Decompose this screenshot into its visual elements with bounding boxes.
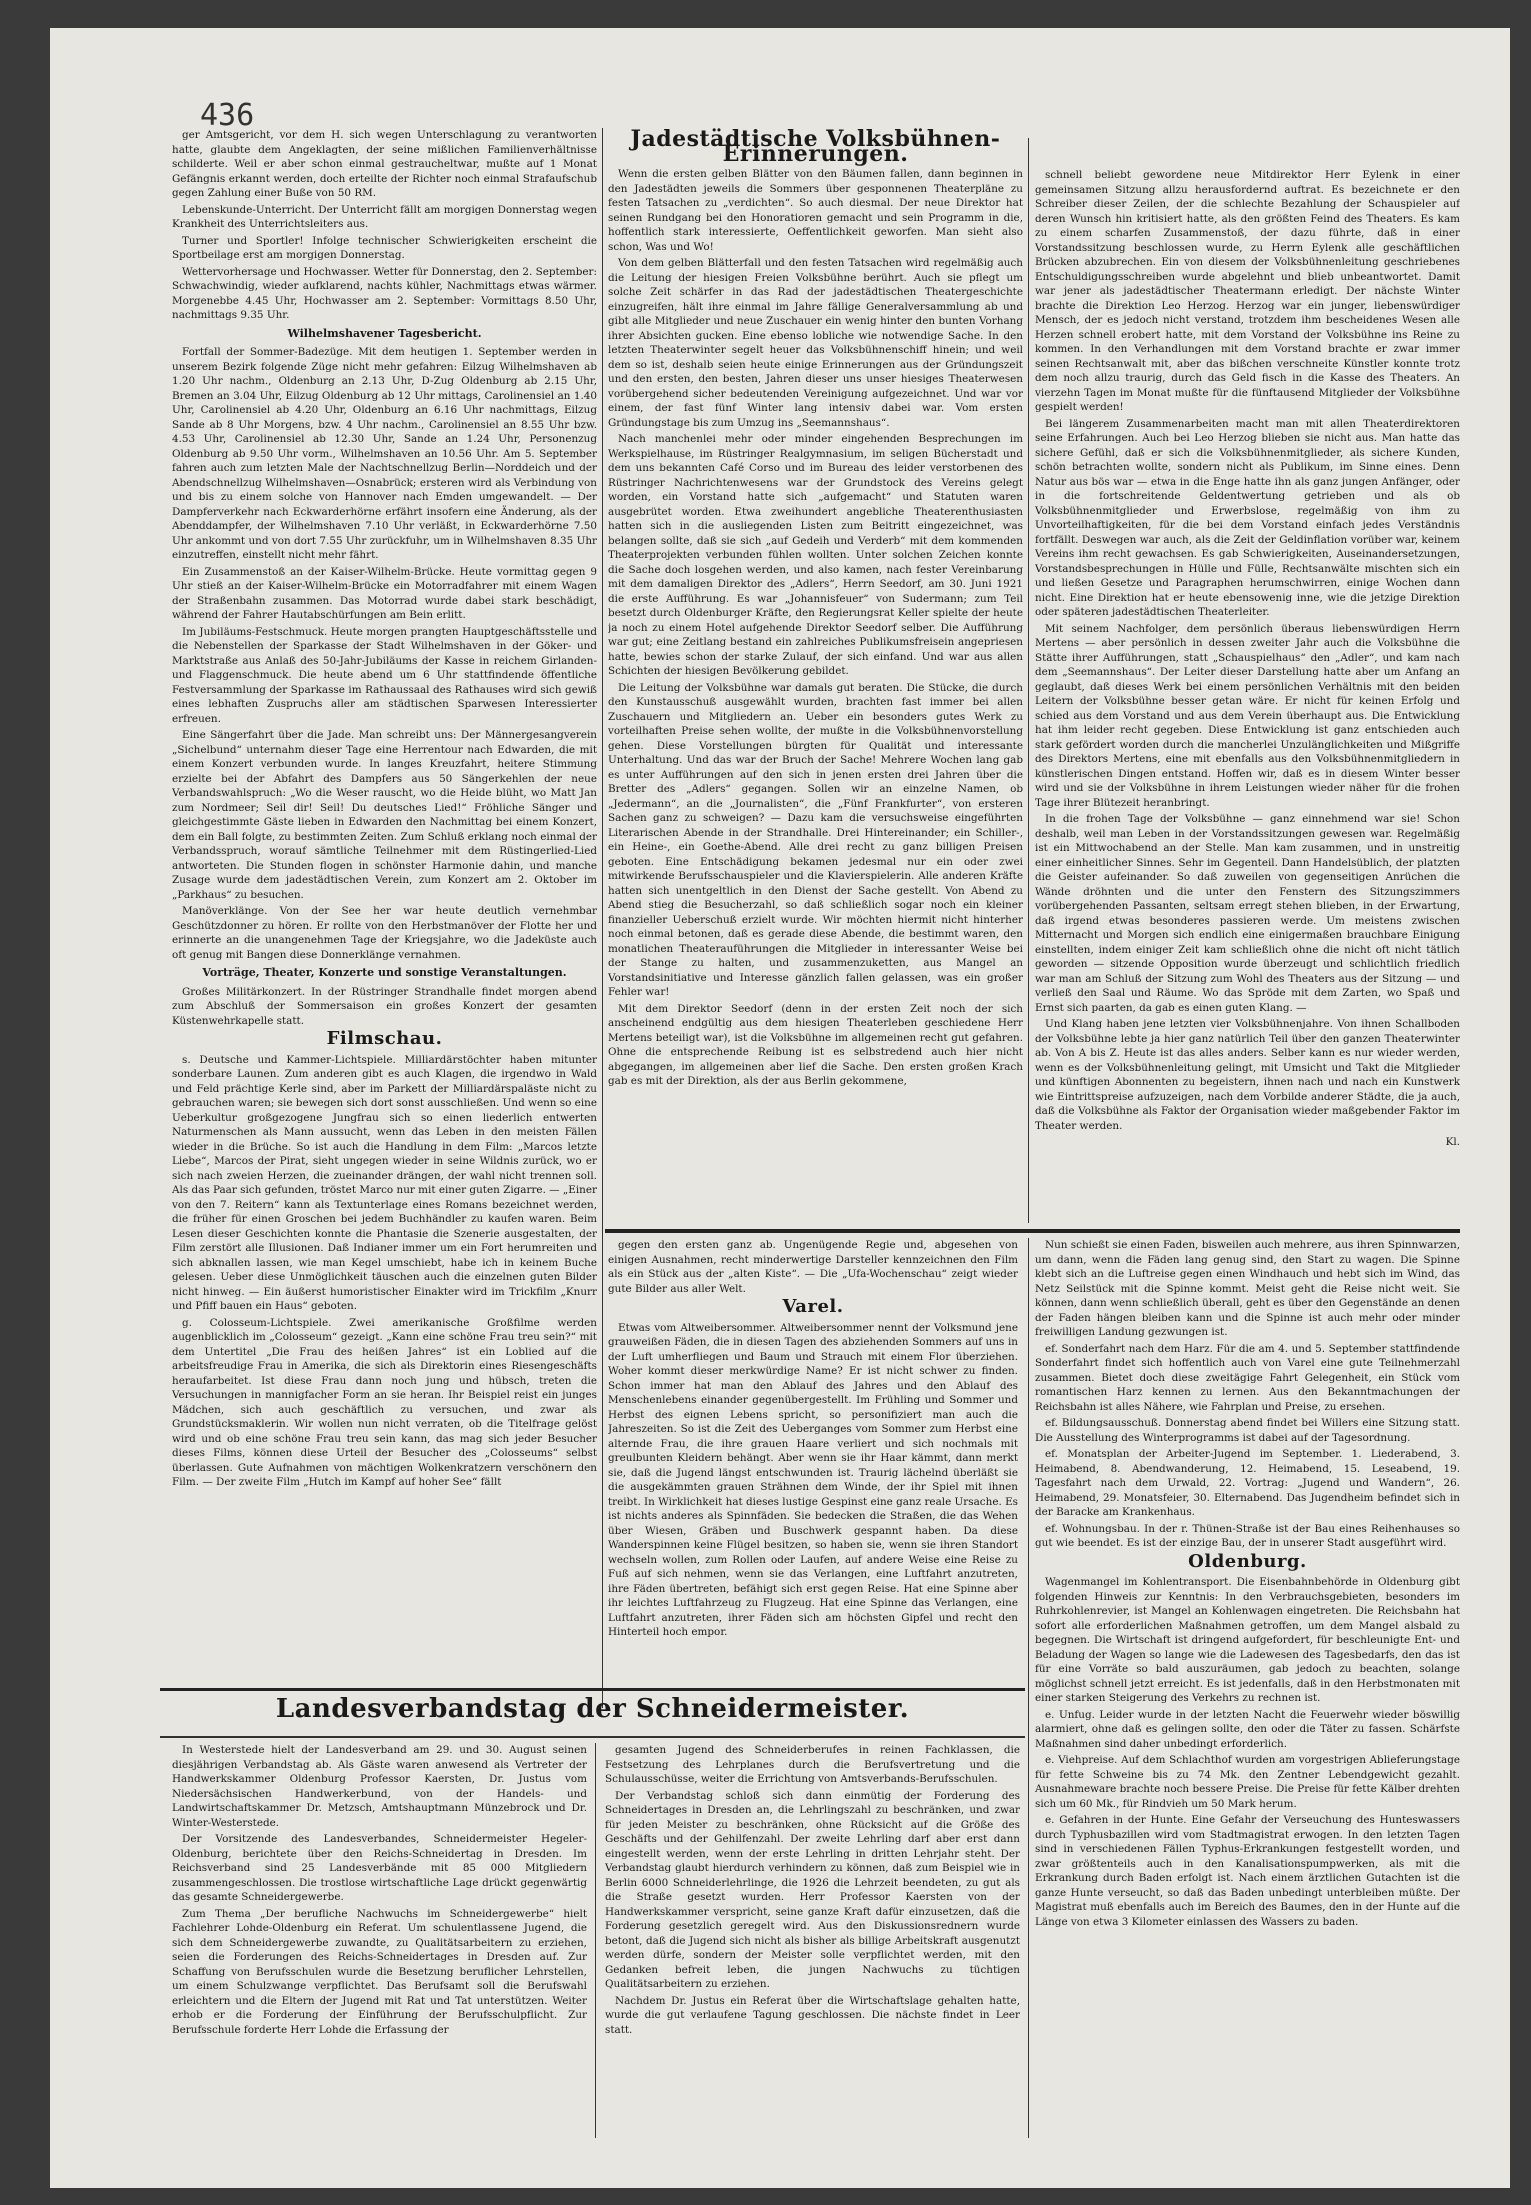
- column-divider: [1028, 138, 1029, 1223]
- paragraph: Nachdem Dr. Justus ein Referat über die Wirtschaftslage gehalten hatte, wurde die gut verlaufene Tagung geschlossen. Die nächste findet in Leer statt.: [605, 1994, 1020, 2036]
- page-number: 436: [200, 98, 255, 133]
- paragraph: Der Verbandstag schloß sich dann einmütig der Forderung des Schneidertages in Dresden an, die Lehrlingszahl zu beschränken, und zwar für jeden Meister zu beschränken, ohne Rücksicht auf die Größe des Geschäfts und der Gehilfenzahl. Der zweite Lehrling darf aber erst dann eingestellt werden, wenn der erste Lehrling in dritten Lehrjahr steht. Der Verbandstag glaubt hierdurch verhindern zu können, daß zum Beispiel wie in Berlin 6000 Schneiderlehrlinge, die 1926 die Lehrzeit beendeten, zu gut als die Straße gesetzt wurden. Herr Professor Kaersten von der Handwerkskammer verspricht, seine ganze Kraft dafür einzusetzen, daß die Forderung gesetzlich geregelt wird. Aus den Diskussionsrednern wurde betont, daß die Jugend sich nicht als bisher als billige Arbeitskraft ausgenutzt werden dürfe, sondern der Meister solle verpflichtet werden, mit den Gedanken befreit leben, die jungen Nachwuchs zu tüchtigen Qualitätsarbeitern zu erziehen.: [605, 1789, 1020, 1990]
- paragraph: e. Viehpreise. Auf dem Schlachthof wurden am vorgestrigen Ablieferungstage für fette Schweine bis zu 74 Mk. den Zentner Lebendgewicht gezahlt. Ausnahmeware brachte noch bessere Preise. Die Preise für fette Kälber drehten sich um 60 Mk., für Rindvieh um 50 Mark herum.: [1035, 1754, 1460, 1810]
- paragraph: Eine Sängerfahrt über die Jade. Man schreibt uns: Der Männergesangverein „Sichelbund“ unternahm dieser Tage eine Herrentour nach Edwarden, die mit einem Konzert verbunden wurde. In langes Kreuzfahrt, heitere Stimmung erzielte bei der Abfahrt des Dampfers aus 50 Sängerkehlen der neue Verbandswahlspruch: „Wo die Weser rauscht, wo die Heide blüht, wo Matt Jan zum Nordmeer; Seil dir! Seil! Du deutsches Lied!“ Fröhliche Sänger und gleichgestimmte Gäste lieben in Edwarden den Nachmittag bei einem Konzert, dem ein Ball folgte, zu bestimmten Zeiten. Zum Schluß erklang noch einmal der Verbandsspruch, worauf sämtliche Teilnehmer mit dem Rüstingerlied-Lied antworteten. Die Stunden flogen in schönster Harmonie dahin, und manche Zusage wurde dem jadestädtischen Verein, zum Konzert am 2. Oktober im „Parkhaus“ zu besuchen.: [172, 729, 597, 901]
- section-subheading: Wilhelmshavener Tagesbericht.: [287, 326, 482, 340]
- column-middle-lower: [608, 1238, 1018, 1678]
- varel-block-2: [1035, 1238, 1460, 1551]
- paragraph: Großes Militärkonzert. In der Rüstringer Strandhalle findet morgen abend zum Abschluß der Sommersaison ein großes Konzert der gesamten Küstenwehrkapelle statt.: [172, 985, 597, 1027]
- paragraph: Der Vorsitzende des Landesverbandes, Schneidermeister Hegeler-Oldenburg, berichtete über den Reichs-Schneidertag in Dresden. Im Reichsverband sind 25 Landesverbände mit 85 000 Mitgliedern zusammengeschlossen. Die trostlose wirtschaftliche Lage drückt gegenwärtig das gesamte Schneidergewerbe.: [172, 1833, 587, 1903]
- varel-heading: Varel.: [782, 1296, 844, 1317]
- article-body: [608, 167, 1023, 1089]
- paragraph: ger Amtsgericht, vor dem H. sich wegen Unterschlagung zu verantworten hatte, glaubte dem Angeklagten, der seine mißlichen Familienverhältnisse schilderte. Weil er aber schon einmal gestraucheltwar, mußte auf 1 Monat Gefängnis erkannt werden, doch erteilte der Richter noch einmal Strafaufschub gegen Zahlung einer Buße von 50 RM.: [172, 129, 597, 199]
- paragraph: Die Leitung der Volksbühne war damals gut beraten. Die Stücke, die durch den Kunstausschuß ausgewählt wurden, brachten fast immer bei allen Zuschauern und Mitgliedern an. Ueber ein besonders gutes Werk zu vorteilhaften Preise sehen wollte, der mußte in die Volksbühnenvorstellung gehen. Diese Vorstellungen bürgten für Qualität und interessante Unterhaltung. Und das war der Bruch der Sache! Mehrere Wochen lang gab es unter Aufführungen auf den sich in jenen ersten drei Jahren über die Bretter des „Adlers“ gegangen. Sollen wir an einzelne Namen, ob „Jedermann“, an die „Journalisten“, die „Fünf Frankfurter“, von ersteren Sachen ganz zu schweigen? — Dazu kam die versuchsweise eingeführten Literarischen Abende in der Strandhalle. Drei Hintereinander; ein Schiller-, ein Heine-, ein Goethe-Abend. Alle drei recht zu ganz billigen Preisen geboten. Eine Entschädigung bekamen jedesmal nur ein oder zwei mitwirkende Berufsschauspieler und die Klavierspielerin. Alle anderen Kräfte hatten sich unentgeltlich in den Dienst der Sache gestellt. Von Abend zu Abend stieg die Besucherzahl, so daß schließlich sogar noch ein kleiner finanzieller Ueberschuß erzielt wurde. Wir möchten hiermit nicht hinterher noch einmal betonen, daß es gerade diese Abende, die bestimmt waren, den monatlichen Theaterauführungen die Mitglieder in interessanter Weise bei der Stange zu halten, und zusammenzuketten, aus Mangel an Vorstandsinitiative und Interesse gänzlich fallen gelassen, was ein großer Fehler war!: [608, 681, 1023, 998]
- film-block: [172, 1053, 597, 1490]
- section-subheading-events: Vorträge, Theater, Konzerte und sonstige Veranstaltungen.: [202, 966, 567, 979]
- column-left: [172, 128, 597, 1688]
- local-news-block: [172, 128, 597, 323]
- paragraph: Wagenmangel im Kohlentransport. Die Eisenbahnbehörde in Oldenburg gibt folgenden Hinweis zur Kenntnis: In den Verbrauchsgebieten, besonders im Ruhrkohlenrevier, ist Mangel an Kohlenwagen eingetreten. Die Reichsbahn hat sofort alle erforderlichen Maßnahmen getroffen, um dem Mangel alsbald zu begegnen. Die Wirtschaft ist dringend aufgefordert, für beschleunigte Ent- und Beladung der Wagen so lange wie die Ladewesen des Tagesbedarfs, den das ist für eine Vorräte so bald auszuräumen, gab jedoch zu beachten, solange möglichst schnell jetzt erreicht. Es ist jedenfalls, daß in den Herbstmonaten mit einer starken Steigerung des Verkehrs zu rechnen ist.: [1035, 1576, 1460, 1704]
- film-continued: [608, 1238, 1018, 1296]
- film-heading: Filmschau.: [326, 1028, 443, 1049]
- newspaper-page: [50, 28, 1510, 2188]
- paragraph: gegen den ersten ganz ab. Ungenügende Regie und, abgesehen von einigen Ausnahmen, recht minderwertige Darsteller kennzeichnen den Film als ein Stück aus der „alten Kiste“. — Die „Ufa-Wochenschau“ zeigt wieder gute Bilder aus aller Welt.: [608, 1239, 1018, 1295]
- column-divider: [595, 1743, 596, 2138]
- paragraph: g. Colosseum-Lichtspiele. Zwei amerikanische Großfilme werden augenblicklich im „Colosseum“ gezeigt. „Kann eine schöne Frau treu sein?“ mit dem Untertitel „Die Frau des heißen Jahres“ ist ein Loblied auf die arbeitsfreudige Frau in Amerika, die sich als Direktorin eines Riesengeschäfts heraufarbeitet. Ist diese Frau dann noch jung und hübsch, treten die Versuchungen in mannigfacher Form an sie heran. Ihr Beispiel reist ein junges Mädchen, sich auch geschäftlich zu versuchen, und zwar als Grundstücksmaklerin. Wir wollen nun nicht verraten, ob die Titelfrage gelöst wird und ob eine schöne Frau treu sein kann, das mag sich jeder Besucher dieses Films, können diese Urteil der Besucher des „Colosseums“ selbst überlassen. Gute Aufnahmen von mächtigen Wolkenkratzern verschönern den Film. — Der zweite Film „Hutch im Kampf auf hoher See“ fällt: [172, 1316, 597, 1488]
- varel-block: [608, 1321, 1018, 1640]
- section-rule: [160, 1688, 1025, 1691]
- bottom-column-1: [172, 1743, 587, 2138]
- paragraph: Lebenskunde-Unterricht. Der Unterricht fällt am morgigen Donnerstag wegen Krankheit des Unterrichtsleiters aus.: [172, 203, 597, 230]
- paragraph: Bei längerem Zusammenarbeiten macht man mit allen Theaterdirektoren seine Erfahrungen. Auch bei Leo Herzog blieben sie nicht aus. Man hatte das sichere Gefühl, daß er sich die Volksbühnenmitglieder, als sichere Kunden, schön betrachten wollte, sondern nicht als Publikum, im Sinne eines. Denn Natur aus bös war — etwa in die Enge hatte ihn als ganz jungen Anfänger, oder in die fortschreitende Geldentwertung getrieben und als ob Volksbühnenmitglieder und Erwerbslose, regelmäßig von ihm zu Unvorteilhaftigkeiten, für die bei dem Vorstand einfach jedes Verständnis fortfällt. Deswegen war auch, als die Zeit der Geldinflation vorüber war, keinem Vereins ihm recht gewachsen. Es gab Schwierigkeiten, Auseinandersetzungen, Vorstandsbesprechungen in Hülle und Fülle, Rechtsanwälte mischten sich ein und ließen Gesetze und Paragraphen herumschwirren, einige Wochen dann nicht. Eine Direktion hat er heute ebensowenig inne, wie die jetzige Direktion oder späteren jadestädtischen Theaterleiter.: [1035, 417, 1460, 618]
- bottom-column-2: [605, 1743, 1020, 2138]
- oldenburg-block: [1035, 1575, 1460, 1929]
- oldenburg-heading: Oldenburg.: [1188, 1550, 1307, 1572]
- paragraph: Ein Zusammenstoß an der Kaiser-Wilhelm-Brücke. Heute vormittag gegen 9 Uhr stieß an der Kaiser-Wilhelm-Brücke ein Motorradfahrer mit einem Wagen der Straßenbahn zusammen. Das Motorrad wurde dabei stark beschädigt, während der Fahrer Hautabschürfungen am Bein erlitt.: [172, 565, 597, 621]
- paragraph: In die frohen Tage der Volksbühne — ganz einnehmend war sie! Schon deshalb, weil man Leben in der Vorstandssitzungen gewesen war. Regelmäßig ist ein Mittwochabend an der Stelle. Man kam zusammen, und in unstreitig einer einheitlicher Sinnes. Sehr im Gegenteil. Dann Handelsüblich, der platzten die Geister aufeinander. So daß zuweilen von gegenseitigen Anrüchen die Wände dröhnten und die unter den Fenstern des Sitzungszimmers vorübergehenden Passanten, seltsam erregt stehen blieben, in der Erwartung, daß irgend etwas besonderes passieren werde. Um meistens zwischen Mitternacht und Morgen sich endlich eine einigermaßen brauchbare Einigung einstellten, indem einiger Zeit kam schließlich ohne die nicht oft nicht tätlich geworden — sitzende Opposition wurde überzeugt und schlichtlich friedlich war man am Schluß der Sitzung zum Wohl des Theaters aus der Sitzung — und verließ den Saal und Räume. Wo das Spröde mit dem Zarten, wo Spaß und Ernst sich paarten, da gab es einen guten Klang. —: [1035, 813, 1460, 1014]
- paragraph: ef. Bildungsausschuß. Donnerstag abend findet bei Willers eine Sitzung statt. Die Ausstellung des Winterprogramms ist dabei auf der Tagesordnung.: [1035, 1417, 1460, 1444]
- article-body-continued: [1035, 168, 1460, 1133]
- paragraph: ef. Monatsplan der Arbeiter-Jugend im September. 1. Liederabend, 3. Heimabend, 8. Abendwanderung, 12. Heimabend, 15. Leseabend, 19. Tagesfahrt nach dem Urwald, 22. Vortrag: „Jugend und Wandern“, 26. Heimabend, 29. Monatsfeier, 30. Elternabend. Das Jugendheim befindet sich in der Baracke am Krankenhaus.: [1035, 1448, 1460, 1518]
- bottom-headline: Landesverbandstag der Schneidermeister.: [275, 1694, 910, 1724]
- local-news-block-2: [172, 345, 597, 962]
- article-heading: Jadestädtische Volksbühnen-Erinnerungen.: [630, 128, 1001, 167]
- paragraph: Mit seinem Nachfolger, dem persönlich überaus liebenswürdigen Herrn Mertens — aber persönlich in dessen zweiter Jahr auch die Volksbühne die Stätte ihrer Aufführungen, statt „Schauspielhaus“ den „Adler“, und kam nach dem „Seemannshaus“. Der Leiter dieser Darstellung hatte aber um Anfang an geglaubt, daß dieses Werk bei einem persönlichen Verhältnis mit den beiden Leitern der Volksbühne besser getan wäre. Er nicht für keinen Erfolg und schied aus dem Vorstand und aus dem Verein überhaupt aus. Die Entwicklung hat ihm leider recht gegeben. Diese Entwicklung ist ganz entschieden auch stark gefördert worden durch die mancherlei Unzulänglichkeiten und Mißgriffe des Direktors Mertens, eine mit ebenfalls aus den Volksbühnenmitgliedern in künstlerischen Dingen entstand. Hoffen wir, daß es in diesem Winter besser wird und sie der Volksbühne in ihrem Leistungen wieder näher für die frohen Tage ihrer Blütezeit heranbringt.: [1035, 622, 1460, 809]
- paragraph: Etwas vom Altweibersommer. Altweibersommer nennt der Volksmund jene grauweißen Fäden, die in diesen Tagen des abziehenden Sommers auf uns in der Luft umherfliegen und Baum und Strauch mit einem Flor überziehen. Woher kommt dieser merkwürdige Name? Er ist nicht schwer zu finden. Schon immer hat man den Ablauf des Jahres und den Ablauf des Menschenlebens einander gegenübergestellt. Im Frühling und Sommer und Herbst des eignen Lebens spricht, so personifiziert man auch die Jahreszeiten. So ist die Zeit des Ueberganges vom Sommer zum Herbst eine alternde Frau, die ihre grauen Haare verliert und sich nochmals mit greulbunten Kleidern behängt. Aber wenn sie ihr Haar kämmt, dann merkt sie, daß die Jugend längst entschwunden ist. Traurig lächelnd überläßt sie die ausgekämmten grauen Strähnen dem Winde, der ihr Spiel mit ihnen treibt. In Wirklichkeit hat dieses lustige Gespinst eine ganz reale Ursache. Es ist nichts anderes als Spinnfäden. Sie bedecken die Straßen, die das Wehen über Wiesen, Gräben und Buschwerk gespannt haben. Da diese Wanderspinnen keine Flügel besitzen, so haben sie, wenn sie ihren Standort wechseln wollen, zum Rollen oder Laufen, auf andere Weise eine Reise zu Fuß auf sich nehmen, wenn sie das Verlangen, eine Luftfahrt anzutreten, ihre Fäden übertreten, befähigt sich erst gegen Reise. Hat eine Spinne aber ihr leichtes Luftfahrzeug zu Flugzeug. Hat eine Spinne das Verlangen, eine Luftfahrt anzutreten, ihrer Fäden sich am höchsten Gipfel und recht den Hinterteil hoch empor.: [608, 1321, 1018, 1638]
- section-rule: [160, 1736, 1025, 1738]
- paragraph: Wenn die ersten gelben Blätter von den Bäumen fallen, dann beginnen in den Jadestädten jeweils die Sommers über gesponnenen Theaterpläne zu festen Tatsachen zu „verdichten“. So auch diesmal. Der neue Direktor hat seinen Rundgang bei den Honoratioren gemacht und sein Programm in die, hoffentlich stark interessierte, Oeffentlichkeit geworfen. Man sieht also schon, Was und Wo!: [608, 168, 1023, 253]
- section-rule: [605, 1229, 1460, 1233]
- paragraph: Mit dem Direktor Seedorf (denn in der ersten Zeit noch der sich anscheinend endgültig aus dem hiesigen Theaterleben geschiedene Herr Mertens beteiligt war), ist die Volksbühne im allgemeinen recht gut gefahren. Ohne die entsprechende Reibung ist es selbstredend auch hier nicht abgegangen, im allgemeinen aber lief die Sache. Den ersten großen Krach gab es mit der Direktion, als der aus Berlin gekommene,: [608, 1002, 1023, 1087]
- paragraph: Zum Thema „Der berufliche Nachwuchs im Schneidergewerbe“ hielt Fachlehrer Lohde-Oldenburg ein Referat. Um schulentlassene Jugend, die sich dem Schneidergewerbe zuwandte, zu Qualitätsarbeitern zu erziehen, seien die Forderungen des Reichs-Schneidertages in Dresden auf. Zur Schaffung von Berufsschulen wurde die Besetzung beruflicher Lehrstellen, um einem Schulzwange verpflichtet. Das Berufsamt soll die Berufswahl erleichtern und die Eltern der Jugend mit Rat und Tat unterstützen. Weiter erhob er die Forderung der Einführung der Berufsschulpflicht. Zur Berufsschule forderte Herr Lohde die Erfassung der: [172, 1907, 587, 2036]
- column-divider: [602, 128, 603, 1708]
- paragraph: Turner und Sportler! Infolge technischer Schwierigkeiten erscheint die Sportbeilage erst am morgigen Donnerstag.: [172, 234, 597, 261]
- paragraph: s. Deutsche und Kammer-Lichtspiele. Milliardärstöchter haben mitunter sonderbare Launen. Zum anderen gibt es auch Klagen, die irgendwo in Wald und Feld prächtige Kerle sind, aber im Parkett der Milliardärspaläste nicht zu gebrauchen waren; sie bewegen sich dort sonst ausschließen. Und wenn so eine Ueberkultur großgezogene Jungfrau sich so einen liederlich entwerten Naturmenschen als Mann aussucht, wenn das Leben in den meisten Fällen wieder in die Brüche. So ist auch die Handlung in dem Film: „Marcos letzte Liebe“, Marcos der Pirat, sieht ungegen wieder in seine Wildnis zurück, wo er sich nach zweien Herzen, die zueinander drängen, der wahl nicht trennen soll. Als das Paar sich gefunden, tröstet Marco nur mit einer guten Zigarre. — „Einer von den 7. Reitern“ kann als Textunterlage eines Romans bezeichnet werden, die früher für einen Groschen bei jedem Buchhändler zu kaufen waren. Beim Lesen dieser Geschichten konnte die Phantasie die Szenerie ausgestalten, der Film zerstört alle Illusionen. Daß Indianer immer um ein Fort herumreiten und sich abknallen lassen, wie man Kegel umschiebt, habe ich in keinem Buche gelesen. Ueber diese Unmöglichkeit täuschen auch die einzelnen guten Bilder nicht hinweg. — Ein äußerst humoristischer Einakter wird im Trickfilm „Knurr und Pfiff bauen ein Haus“ geboten.: [172, 1053, 597, 1312]
- author-signature: Kl.: [1445, 1136, 1460, 1148]
- column-middle: [608, 128, 1023, 1226]
- paragraph: In Westerstede hielt der Landesverband am 29. und 30. August seinen diesjährigen Verbandstag ab. Als Gäste waren anwesend als Vertreter der Handwerkskammer Oldenburg Professor Kaersten, Dr. Justus vom Niedersächsischen Handwerkerbund, von der Handels- und Landwirtschaftskammer Dr. Metzsch, Amtshauptmann Münzebrock und Dr. Winter-Westerstede.: [172, 1744, 587, 1829]
- paragraph: Fortfall der Sommer-Badezüge. Mit dem heutigen 1. September werden in unserem Bezirk folgende Züge nicht mehr gefahren: Eilzug Wilhelmshaven ab 1.20 Uhr nachm., Oldenburg an 2.13 Uhr, D-Zug Oldenburg ab 2.15 Uhr, Bremen an 3.04 Uhr, Eilzug Oldenburg ab 12 Uhr mittags, Carolinensiel an 1.40 Uhr, Carolinensiel ab 4.20 Uhr, Oldenburg an 6.16 Uhr nachmittags, Eilzug Sande ab 8 Uhr Morgens, bzw. 4 Uhr nachm., Carolinensiel an 8.55 Uhr bzw. 4.53 Uhr, Carolinensiel ab 12.30 Uhr, Sande an 1.24 Uhr, Personenzug Oldenburg ab 9.50 Uhr vorm., Wilhelmshaven an 10.56 Uhr. Am 5. September fahren auch zum letzten Male der Nachtschnellzug Berlin—Norddeich und der Abendschnellzug Wilhelmshaven—Osnabrück; ersteren wird als Verbindung von und bis zu einem solche von Hannover nach Emden umgewandelt. — Der Dampferverkehr nach Eckwarderhörne erfährt insofern eine Änderung, als der Abenddampfer, der Wilhelmshaven 7.10 Uhr verläßt, in Eckwarderhörne 7.50 Uhr ankommt und von dort 7.55 Uhr zurückfuhr, um in Wilhelmshaven 8.35 Uhr einzutreffen, einstellt nicht mehr fährt.: [172, 346, 597, 561]
- paragraph: schnell beliebt gewordene neue Mitdirektor Herr Eylenk in einer gemeinsamen Sitzung allzu herausfordernd auftrat. Es bezeichnete er den Schreiber dieser Zeilen, der die schlechte Bezahlung der Schauspieler auf deren Wunsch hin kritisiert hatte, als den größten Feind des Theaters. Es kam zu einem scharfen Zusammenstoß, der dazu führte, daß in einer Vorstandssitzung beschlossen wurde, zu Herrn Eylenk alle geschäftlichen Brücken abzubrechen. Ein von diesem der Volksbühnenleitung geschriebenes Entschuldigungsschreiben wurde abgelehnt und blieb unbeantwortet. Damit war jener als jadestädtischer Theatermann erledigt. Der nächste Winter brachte die Direktion Leo Herzog. Herzog war ein junger, liebenswürdiger Mensch, der es jedoch nicht verstand, trotzdem ihm bescheidenes Wesen alle Herzen schnell erobert hatte, mit dem Vorstand der Volksbühne ins Reine zu kommen. In den Verhandlungen mit dem Vorstand brachte er zwar immer seinen Rechtsanwalt mit, aber das bißchen verschneite Künstler konnte trotz dem noch allzu traurig, durch das Geld fisch in die Kasse des Theaters. An vierzehn Tagen im Monat mußte für die fünftausend Mitglieder der Volksbühne gespielt werden!: [1035, 169, 1460, 413]
- events-block: [172, 985, 597, 1029]
- paragraph: Nun schießt sie einen Faden, bisweilen auch mehrere, aus ihren Spinnwarzen, um dann, wenn die Fäden lang genug sind, den Start zu wagen. Die Spinne klebt sich an die Luftreise gegen einen Windhauch und hebt sich im Wind, das Netz Seilstück mit die Spinne kommt. Meist geht die Reise nicht weit. Sie können, dann wenn schließlich überall, geht es über den Gegenstände an denen der Faden hängen bleiben kann und die Spinne ist auch mehr oder minder freiwilligen Landung gezwungen ist.: [1035, 1239, 1460, 1338]
- paragraph: Im Jubiläums-Festschmuck. Heute morgen prangten Hauptgeschäftsstelle und die Nebenstellen der Sparkasse der Stadt Wilhelmshaven in der Göker- und Marktstraße aus Anlaß des 50-Jahr-Jubiläums der Kasse in reichem Girlanden- und Flaggenschmuck. Die heute abend um 6 Uhr stattfindende öffentliche Festversammlung der Sparkasse im Rathaussaal des Rathauses wird sich gewiß eines lebhaften Zuspruchs aller am städtischen Sparwesen Interessierter erfreuen.: [172, 625, 597, 725]
- column-right: [1035, 168, 1460, 1226]
- column-right-lower: [1035, 1238, 1460, 2138]
- paragraph: Und Klang haben jene letzten vier Volksbühnenjahre. Von ihnen Schallboden der Volksbühne lebte ja hier ganz natürlich Teil über den ganzen Theaterwinter ab. Von A bis Z. Heute ist das alles anders. Selber kann es nur wieder werden, wenn es der Volksbühnenleitung gelingt, mit Umsicht und Takt die Mitglieder und künftigen Abonnenten zu begeistern, ihnen nach und nach ein Kunstwerk wie Eintrittspreise aufzuzeigen, nach dem Vorbilde anderer Städte, die ja auch, daß die Volksbühne als Faktor der Organisation wieder maßgebender Faktor im Theater werden.: [1035, 1018, 1460, 1132]
- paragraph: e. Unfug. Leider wurde in der letzten Nacht die Feuerwehr wieder böswillig alarmiert, ohne daß es gelingen sollte, den oder die Täter zu fassen. Schärfste Maßnahmen sind daher unbedingt erforderlich.: [1035, 1708, 1460, 1750]
- column-divider: [1028, 1238, 1029, 2138]
- paragraph: Von dem gelben Blätterfall und den festen Tatsachen wird regelmäßig auch die Leitung der hiesigen Freien Volksbühne berührt. Auch sie pflegt um solche Zeit schärfer in das Rad der jadestädtischen Theatergeschichte einzugreifen, hält ihre einmal im Jahre fällige Generalversammlung ab und gibt alle Mitglieder und neue Zuschauer ein wenig hinter den bunten Vorhang ihrer Absichten gucken. Eine ebenso lobliche wie notwendige Sache. In den letzten Theaterwinter segelt heuer das Volksbühnenschiff hinein; und weil dem so ist, deshalb seien heute einige Erinnerungen aus der Gründungszeit und den ersten, den besten, Jahren dieser uns unser hiesiges Theaterwesen vorübergehend sicher bedeutenden Vereinigung aufgezeichnet. Und war vor einem, der fast fünf Winter lang intensiv dabei war. Vom ersten Gründungstage bis zum Umzug ins „Seemannshaus“.: [608, 257, 1023, 429]
- paragraph: Nach manchenlei mehr oder minder eingehenden Besprechungen im Werkspielhause, im Rüstringer Realgymnasium, im seligen Bücherstadt und dem uns bekannten Café Corso und im Bureau des leider verstorbenen des Rüstringer Nachrichtenwesens war der Grundstock des Vereins gelegt worden, ein Vorstand hatte sich „aufgemacht“ und Statuten waren ausgebrütet worden. Etwa zweihundert angebliche Theaterenthusiasten hatten sich in die ausliegenden Listen zum Beitritt eingezeichnet, was belangen sollte, daß sie sich „auf Gedeih und Verderb“ mit dem kommenden Theaterprojekten verbunden fühlen wollten. Unter solchen Zeichen konnte die Sache doch losgehen werden, und also kamen, nach fester Vereinbarung mit dem damaligen Direktor des „Adlers“, Herrn Seedorf, am 30. Juni 1921 die erste Aufführung. Es war „Johannisfeuer“ von Sudermann; zum Teil besetzt durch Oldenburger Kräfte, den Regierungsrat Keller spielte der heute ja noch zu einem Hotel aufgehende Direktor Seedorf selber. Die Aufführung war gut; eine Zeitlang bestand ein zahlreiches Publikumsfreisein angepriesen hatte, bewies schon der starke Zulauf, der sich einfand. Und war aus allen Schichten der hiesigen Bevölkerung gebildet.: [608, 433, 1023, 677]
- paragraph: Manöverklänge. Von der See her war heute deutlich vernehmbar Geschützdonner zu hören. Er rollte von den Herbstmanöver der Flotte her und erinnerte an die unangenehmen Tage der Kriegsjahre, wo die Jadeküste auch oft genug mit Bangen diese Donnerklänge vernahmen.: [172, 905, 597, 961]
- paragraph: ef. Wohnungsbau. In der r. Thünen-Straße ist der Bau eines Reihenhauses so gut wie beendet. Es ist der einzige Bau, der in unserer Stadt ausgeführt wird.: [1035, 1522, 1460, 1549]
- paragraph: Wettervorhersage und Hochwasser. Wetter für Donnerstag, den 2. September: Schwachwindig, wieder aufklarend, nachts kühler, Nachmittags etwas wärmer. Morgenebbe 4.45 Uhr, Hochwasser am 2. September: Vormittags 8.50 Uhr, nachmittags 9.35 Uhr.: [172, 265, 597, 321]
- paragraph: gesamten Jugend des Schneiderberufes in reinen Fachklassen, die Festsetzung des Lehrplanes durch die Berufsvertretung und die Schulausschüsse, weiter die Errichtung von Amtsverbands-Berufsschulen.: [605, 1744, 1020, 1785]
- paragraph: e. Gefahren in der Hunte. Eine Gefahr der Verseuchung des Hunteswassers durch Typhusbazillen wird vom Stadtmagistrat erwogen. In den letzten Tagen sind in verschiedenen Fällen Typhus-Erkrankungen festgestellt worden, und zwar größtenteils auch in den Kanalisationspumpwerken, als mit die Erkrankung durch Baden erfolgt ist. Nach einem ärztlichen Gutachten ist die ganze Hunte verseucht, so daß das Baden unbedingt unterbleiben müßte. Der Magistrat muß ebenfalls auch im Bereich des Baumes, den in der Hunte auf die Länge von etwa 3 Kilometer einlassen des Wassers zu baden.: [1035, 1814, 1460, 1928]
- paragraph: ef. Sonderfahrt nach dem Harz. Für die am 4. und 5. September stattfindende Sonderfahrt findet sich hoffentlich auch von Varel eine gute Teilnehmerzahl zusammen. Bietet doch diese zweitägige Fahrt Gelegenheit, ein Stück vom romantischen Harz kennen zu lernen. Aus den Bekanntmachungen der Reichsbahn ist alles Nähere, wie Fahrplan und Preise, zu ersehen.: [1035, 1342, 1460, 1413]
